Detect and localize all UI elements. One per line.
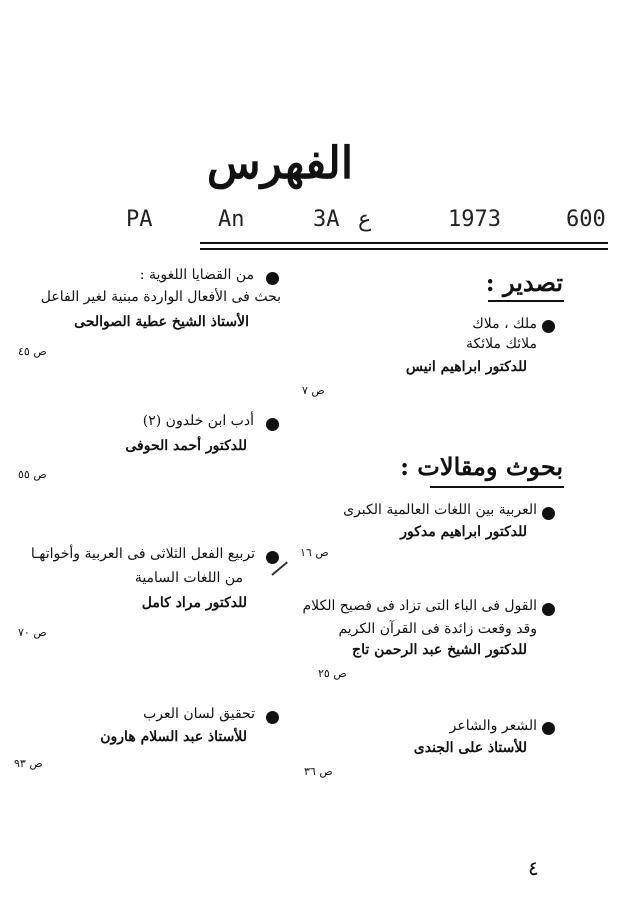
bullet-icon <box>542 722 555 735</box>
header-rule-top <box>200 242 608 244</box>
call-number-part: 1973 <box>448 207 501 232</box>
entry-page-ref: ص ١٦ <box>300 546 329 559</box>
entry-author: للدكتور الشيخ عبد الرحمن تاج <box>352 642 527 658</box>
entry-page-ref: ص ٤٥ <box>18 345 47 358</box>
call-number-part: An <box>218 207 245 232</box>
page-title: الفهرس <box>206 138 354 189</box>
entry-page-ref: ص ٩٣ <box>14 757 43 770</box>
bullet-icon <box>542 320 555 333</box>
bullet-icon <box>266 418 279 431</box>
entry-title: من اللغات السامية <box>134 570 243 586</box>
entry-title: القول فى الباء التى تزاد فى فصيح الكلام <box>302 598 537 614</box>
call-number-part: ع <box>358 207 372 232</box>
entry-title: الشعر والشاعر <box>449 718 537 734</box>
call-number-part: PA <box>126 207 153 232</box>
entry-page-ref: ص ٥٥ <box>18 468 47 481</box>
entry-title: تربيع الفعل الثلاثى فى العربية وأخواتهـا <box>30 546 255 562</box>
bullet-icon <box>266 551 279 564</box>
entry-title: ملائك ملائكة <box>466 336 537 352</box>
call-number-part: 3A <box>313 207 340 232</box>
entry-author: للدكتور ابراهيم انيس <box>405 359 527 375</box>
bullet-icon <box>542 603 555 616</box>
entry-title: تحقيق لسان العرب <box>143 706 255 722</box>
bullet-icon <box>266 272 279 285</box>
heading-underline <box>430 486 564 488</box>
heading-underline <box>488 300 564 302</box>
header-rule-bottom <box>200 248 608 250</box>
entry-author: للدكتور مراد كامل <box>141 595 247 611</box>
entry-page-ref: ص ٣٦ <box>304 765 333 778</box>
entry-page-ref: ص ٢٥ <box>318 667 347 680</box>
entry-title: من القضايا اللغوية : <box>139 267 254 283</box>
page-number: ٤ <box>528 856 539 880</box>
entry-title: وقد وقعت زائدة فى القرآن الكريم <box>338 621 537 637</box>
bullet-icon <box>542 507 555 520</box>
entry-title: العربية بين اللغات العالمية الكبرى <box>343 502 537 518</box>
entry-title: ملك ، ملاك <box>472 316 537 332</box>
articles-heading: بحوث ومقالات : <box>400 452 563 481</box>
entry-page-ref: ص ٧٠ <box>18 626 47 639</box>
entry-author: للأستاذ على الجندى <box>413 740 527 756</box>
entry-title: أدب ابن خلدون (٢) <box>142 413 254 429</box>
entry-title: بحث فى الأفعال الواردة مبنية لغير الفاعل <box>40 289 281 305</box>
entry-page-ref: ص ٧ <box>302 384 325 397</box>
entry-author: للدكتور أحمد الحوفى <box>125 438 247 454</box>
entry-author: للأستاذ عبد السلام هارون <box>100 729 247 745</box>
entry-author: الأستاذ الشيخ عطية الصوالحى <box>74 314 249 330</box>
call-number-part: 600 <box>566 207 606 232</box>
preface-heading: تصدير : <box>485 268 563 297</box>
bullet-icon <box>266 711 279 724</box>
entry-author: للدكتور ابراهيم مدكور <box>400 524 527 540</box>
